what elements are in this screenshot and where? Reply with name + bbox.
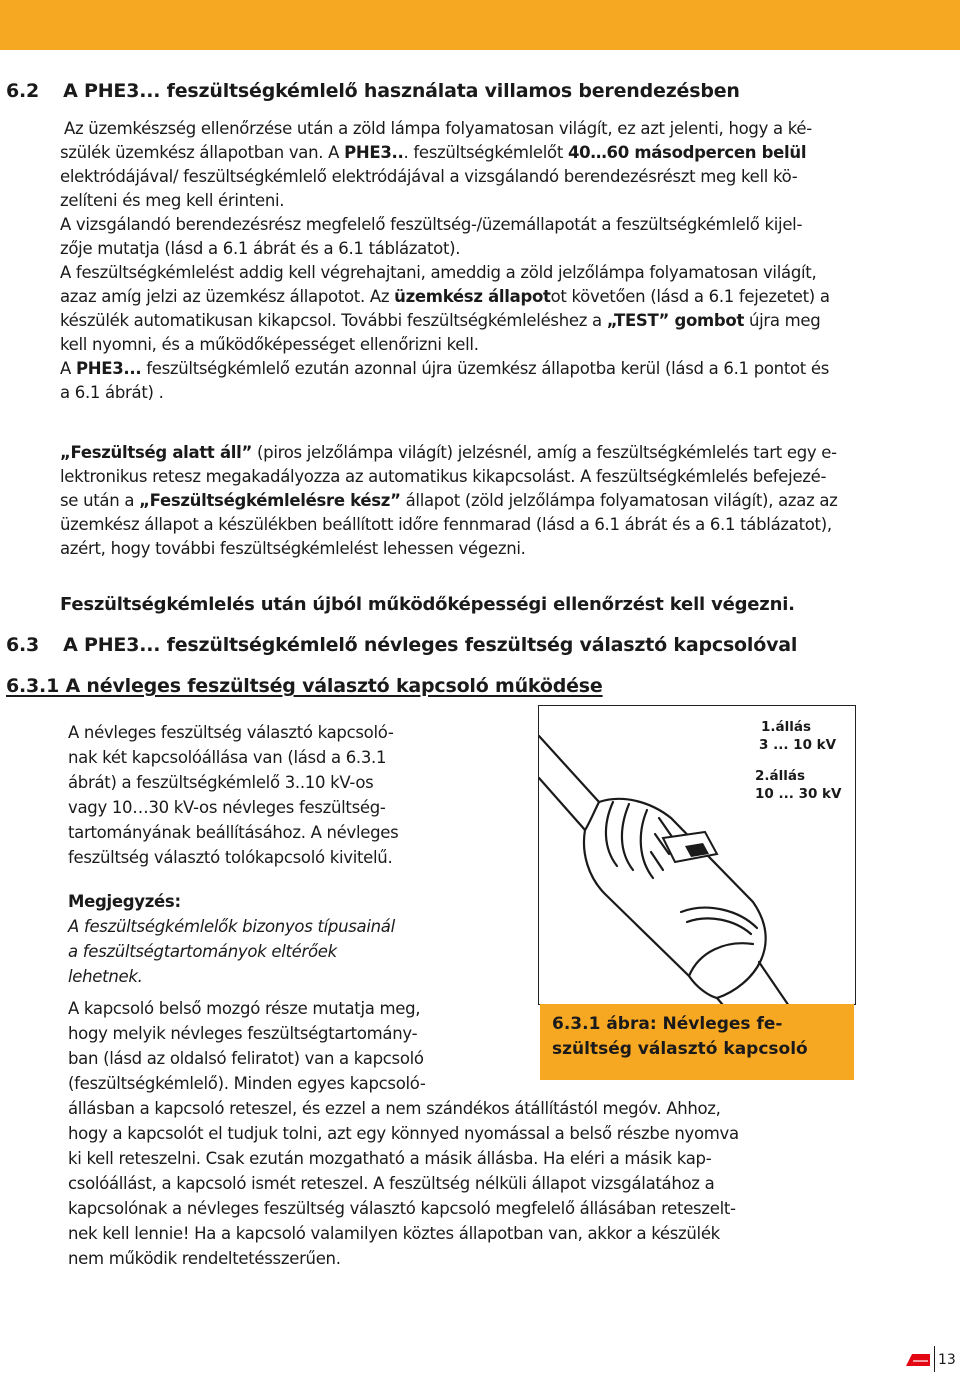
paragraph-switch-positions (68, 720, 398, 870)
note-line: a feszültségtartományok eltérőek (68, 942, 337, 961)
text-line: hogy melyik névleges feszültségtartomány- (68, 1024, 418, 1043)
paragraph-usage (60, 117, 830, 405)
ready-state: üzemkész állapot (394, 287, 551, 306)
position-2-title: 2.állás (755, 768, 806, 784)
text-span: A (60, 359, 76, 378)
text-line: A feszültségkémlelést addig kell végrehajtani, ameddig a zöld jelzőlámpa folyamatosan világít, (60, 263, 817, 282)
text-line: nek kell lennie! Ha a kapcsoló valamilyen köztes állapotban van, akkor a készülék (68, 1224, 720, 1243)
text-line: lektronikus retesz megakadályozza az automatikus kikapcsolást. A feszültségkémlelés befejezé- (60, 467, 827, 486)
text-line: A vizsgálandó berendezésrész megfelelő feszültség-/üzemállapotát a feszültségkémlelő kijel- (60, 215, 803, 234)
footer-divider (934, 1346, 935, 1372)
text-line: zője mutatja (lásd a 6.1 ábrát és a 6.1 táblázatot). (60, 239, 461, 258)
section-heading-6-2 (6, 80, 740, 102)
text-line: elektródájával/ feszültségkémlelő elektródájával a vizsgálandó berendezésrészt meg kell kö- (60, 167, 798, 186)
text-span: azaz amíg jelzi az üzemkész állapotot. Az (60, 287, 395, 306)
ready-for-test-state: „Feszültségkémlelésre kész” (139, 491, 401, 510)
section-title: A PHE3... feszültségkémlelő névleges feszültség választó kapcsolóval (63, 634, 798, 656)
section-heading-6-3 (6, 634, 797, 656)
figure-caption (540, 1004, 854, 1080)
note-title: Megjegyzés: (68, 892, 181, 911)
product-name: PHE3.. (344, 143, 404, 162)
text-span: . feszültségkémlelőt (403, 143, 568, 162)
text-line: kapcsolónak a névleges feszültség választó kapcsoló megfelelő állásában reteszelt- (68, 1199, 736, 1218)
text-line: zelíteni és meg kell érinteni. (60, 191, 285, 210)
section-heading-6-3-1: 6.3.1 A névleges feszültség választó kapcsoló működése (6, 675, 603, 697)
caption-line: szültség választó kapcsoló (552, 1039, 808, 1059)
time-range: 40…60 másodpercen belül (567, 143, 807, 162)
text-line: a 6.1 ábrát) . (60, 383, 164, 402)
text-line: (feszültségkémlelő). Minden egyes kapcsoló- (68, 1074, 426, 1093)
position-1-title: 1.állás (761, 719, 812, 735)
text-span: feszültségkémlelő ezután azonnal újra üzemkész állapotba kerül (lásd a 6.1 pontot és (141, 359, 830, 378)
position-2-label (755, 767, 841, 803)
text-line: csolóállást, a kapcsoló ismét reteszel. A feszültség nélküli állapot vizsgálatához a (68, 1174, 715, 1193)
text-line: feszültség választó tolókapcsoló kivitelű. (68, 848, 393, 867)
text-line: A névleges feszültség választó kapcsoló- (68, 723, 394, 742)
text-line: nem működik rendeltetésszerűen. (68, 1249, 341, 1268)
note-line: A feszültségkémlelők bizonyos típusainál (68, 917, 395, 936)
note-block (68, 889, 395, 989)
text-span: (piros jelzőlámpa világít) jelzésnél, amíg a feszültségkémlelés tart egy e- (252, 443, 837, 462)
text-line: szülék üzemkész állapotban van. A (60, 143, 345, 162)
text-line: Az üzemkészség ellenőrzése után a zöld lámpa folyamatosan világít, ez azt jelenti, hogy a ké- (64, 119, 812, 138)
section-number: 6.2 (6, 80, 40, 102)
position-1-range: 3 ... 10 kV (759, 737, 837, 753)
text-span: állapot (zöld jelzőlámpa folyamatosan világít), azaz az (400, 491, 838, 510)
text-line: állásban a kapcsoló reteszel, és ezzel a nem szándékos átállítástól megóv. Ahhoz, (68, 1099, 721, 1118)
header-accent-bar (0, 0, 960, 50)
text-line: kell nyomni, és a működőképességet ellenőrizni kell. (60, 335, 479, 354)
caption-line: 6.3.1 ábra: Névleges fe- (552, 1014, 783, 1034)
note-line: lehetnek. (68, 967, 143, 986)
dehn-logo-icon (904, 1352, 932, 1368)
position-2-range: 10 ... 30 kV (755, 786, 842, 802)
page-number: 13 (938, 1352, 956, 1368)
text-line: vagy 10…30 kV-os névleges feszültség- (68, 798, 386, 817)
text-span: készülék automatikusan kikapcsol. További feszültségkémleléshez a (60, 311, 607, 330)
product-name: PHE3... (75, 359, 142, 378)
position-1-label (761, 718, 836, 754)
text-span: ot követően (lásd a 6.1 fejezetet) a (550, 287, 830, 306)
text-line: azért, hogy további feszültségkémlelést lehessen végezni. (60, 539, 526, 558)
text-line: nak két kapcsolóállása van (lásd a 6.3.1 (68, 748, 387, 767)
section-number: 6.3 (6, 634, 40, 656)
paragraph-live-state (60, 441, 838, 561)
text-line: üzemkész állapot a készülékben beállított időre fennmarad (lásd a 6.1 ábrát és a 6.1 táblázatot), (60, 515, 832, 534)
text-line: ábrát) a feszültségkémlelő 3..10 kV-os (68, 773, 374, 792)
text-line: ki kell reteszelni. Csak ezután mozgatható a másik állásba. Ha eléri a másik kap- (68, 1149, 712, 1168)
text-line: A kapcsoló belső mozgó része mutatja meg, (68, 999, 421, 1018)
text-span: se után a (60, 491, 140, 510)
live-state: „Feszültség alatt áll” (60, 443, 253, 462)
test-button-ref: „TEST” gombot (606, 311, 745, 330)
warning-text: Feszültségkémlelés után újból működőképességi ellenőrzést kell végezni. (60, 594, 795, 615)
text-line: tartományának beállításához. A névleges (68, 823, 399, 842)
text-line: hogy a kapcsolót el tudjuk tolni, azt egy könnyed nyomással a belső részbe nyomva (68, 1124, 739, 1143)
text-line: ban (lásd az oldalsó feliratot) van a kapcsoló (68, 1049, 424, 1068)
section-title: A PHE3... feszültségkémlelő használata villamos berendezésben (63, 80, 740, 102)
text-span: újra meg (744, 311, 821, 330)
switch-figure (538, 705, 856, 1005)
